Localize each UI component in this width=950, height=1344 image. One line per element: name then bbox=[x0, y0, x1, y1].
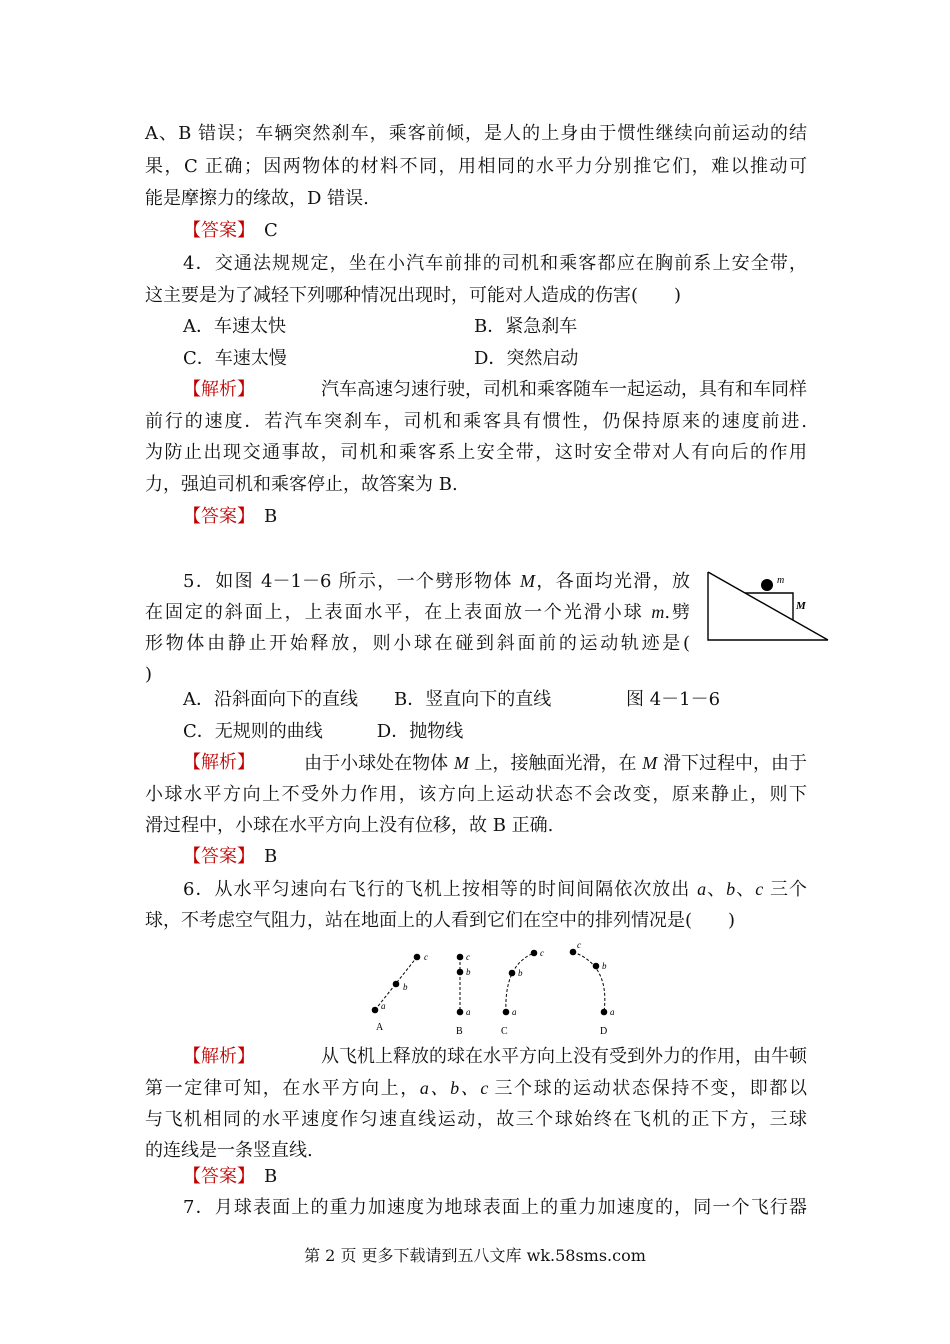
svg-text:B: B bbox=[456, 1026, 463, 1036]
question-5-options: C．无规则的曲线 D．抛物线 bbox=[183, 721, 464, 742]
small-ball bbox=[761, 579, 773, 591]
answer-line bbox=[183, 506, 277, 528]
svg-text:a: a bbox=[466, 1007, 471, 1017]
question-5-line: 形物体由静止开始释放，则小球在碰到斜面前的运动轨迹是( bbox=[145, 633, 690, 654]
solution-line: 的连线是一条竖直线. bbox=[145, 1140, 313, 1161]
solution-label: 【解析】 bbox=[183, 1046, 255, 1067]
question-4-line: 这主要是为了减轻下列哪种情况出现时，可能对人造成的伤害( ) bbox=[145, 285, 682, 306]
svg-text:b: b bbox=[403, 982, 408, 992]
svg-text:A: A bbox=[376, 1022, 384, 1033]
svg-text:a: a bbox=[610, 1007, 615, 1017]
svg-text:b: b bbox=[466, 967, 471, 977]
answer-label: 【答案】 bbox=[183, 220, 246, 241]
figure-ball-arrangements bbox=[360, 940, 630, 1036]
option-c-diagram bbox=[501, 948, 544, 1036]
question-4-line: 4．交通法规规定，坐在小汽车前排的司机和乘客都应在胸前系上安全带， bbox=[183, 253, 807, 274]
svg-text:b: b bbox=[518, 968, 523, 978]
text-line: 能是摩擦力的缘故，D 错误. bbox=[145, 188, 369, 209]
solution-line: 第一定律可知，在水平方向上，a、b、c 三个球的运动状态保持不变，即都以 bbox=[145, 1078, 807, 1099]
option-d-diagram bbox=[570, 940, 615, 1036]
question-5-line: 5．如图 4－1－6 所示，一个劈形物体 M，各面均光滑，放 bbox=[183, 571, 690, 592]
answer-value: B bbox=[264, 1166, 278, 1187]
question-7-line: 7．月球表面上的重力加速度为地球表面上的重力加速度的，同一个飞行器 bbox=[183, 1197, 807, 1218]
svg-text:a: a bbox=[512, 1007, 517, 1017]
figure-4-1-6 bbox=[700, 568, 835, 646]
answer-value: C bbox=[264, 220, 278, 241]
option-a-diagram bbox=[372, 952, 428, 1033]
solution-line: 小球水平方向上不受外力作用，该方向上运动状态不会改变，原来静止，则下 bbox=[145, 784, 807, 805]
solution-line: 力，强迫司机和乘客停止，故答案为 B. bbox=[145, 474, 458, 495]
answer-line bbox=[183, 1166, 277, 1188]
text-line: 果，C 正确；因两物体的材料不同，用相同的水平力分别推它们，难以推动可 bbox=[145, 156, 807, 177]
option-b: B．紧急刹车 bbox=[474, 316, 578, 337]
solution-line bbox=[183, 379, 807, 401]
option-b-diagram bbox=[456, 952, 471, 1036]
solution-line: 前行的速度．若汽车突刹车，司机和乘客具有惯性，仍保持原来的速度前进. bbox=[145, 411, 807, 432]
option-a: A．车速太快 bbox=[183, 316, 286, 337]
page-footer: 第 2 页 更多下载请到五八文库 wk.58sms.com bbox=[304, 1246, 646, 1265]
solution-line: 为防止出现交通事故，司机和乘客系上安全带，这时安全带对人有向后的作用 bbox=[145, 442, 807, 463]
answer-label: 【答案】 bbox=[183, 506, 246, 527]
solution-label: 【解析】 bbox=[183, 752, 255, 773]
svg-text:a: a bbox=[381, 1001, 386, 1011]
option-d: D．突然启动 bbox=[474, 348, 579, 369]
text-line: A、B 错误；车辆突然刹车，乘客前倾，是人的上身由于惯性继续向前运动的结 bbox=[145, 123, 807, 144]
svg-text:c: c bbox=[424, 952, 428, 962]
answer-label: 【答案】 bbox=[183, 846, 246, 867]
svg-text:D: D bbox=[600, 1026, 608, 1036]
solution-line bbox=[183, 1046, 807, 1068]
question-5-line: ) bbox=[145, 664, 153, 685]
question-6-line: 6．从水平匀速向右飞行的飞机上按相等的时间间隔依次放出 a、b、c 三个 bbox=[183, 879, 808, 900]
svg-text:c: c bbox=[540, 948, 544, 958]
solution-line: 滑过程中，小球在水平方向上没有位移，故 B 正确. bbox=[145, 815, 554, 836]
solution-text: 由于小球处在物体 M 上，接触面光滑，在 M 滑下过程中，由于 bbox=[304, 753, 807, 774]
question-5-options: A．沿斜面向下的直线 B．竖直向下的直线 bbox=[183, 689, 552, 710]
question-5-line: 在固定的斜面上，上表面水平，在上表面放一个光滑小球 m.劈 bbox=[145, 602, 690, 623]
solution-text: 从飞机上释放的球在水平方向上没有受到外力的作用，由牛顿 bbox=[321, 1046, 807, 1067]
solution-label: 【解析】 bbox=[183, 379, 255, 400]
block-label: M bbox=[796, 600, 806, 612]
svg-text:b: b bbox=[602, 961, 607, 971]
answer-line bbox=[183, 220, 278, 242]
ball-label: m bbox=[777, 575, 785, 586]
answer-line bbox=[183, 846, 277, 868]
answer-label: 【答案】 bbox=[183, 1166, 246, 1187]
svg-text:c: c bbox=[577, 940, 581, 950]
answer-value: B bbox=[264, 506, 278, 527]
figure-caption: 图 4－1－6 bbox=[626, 689, 721, 710]
solution-line bbox=[183, 752, 807, 775]
question-6-line: 球，不考虑空气阻力，站在地面上的人看到它们在空中的排列情况是( ) bbox=[145, 910, 736, 931]
solution-line: 与飞机相同的水平速度作匀速直线运动，故三个球始终在飞机的正下方，三球 bbox=[145, 1109, 807, 1130]
svg-text:c: c bbox=[466, 952, 470, 962]
answer-value: B bbox=[264, 846, 278, 867]
solution-text: 汽车高速匀速行驶，司机和乘客随车一起运动，具有和车同样 bbox=[321, 379, 807, 400]
svg-text:C: C bbox=[501, 1026, 508, 1036]
option-c: C．车速太慢 bbox=[183, 348, 287, 369]
